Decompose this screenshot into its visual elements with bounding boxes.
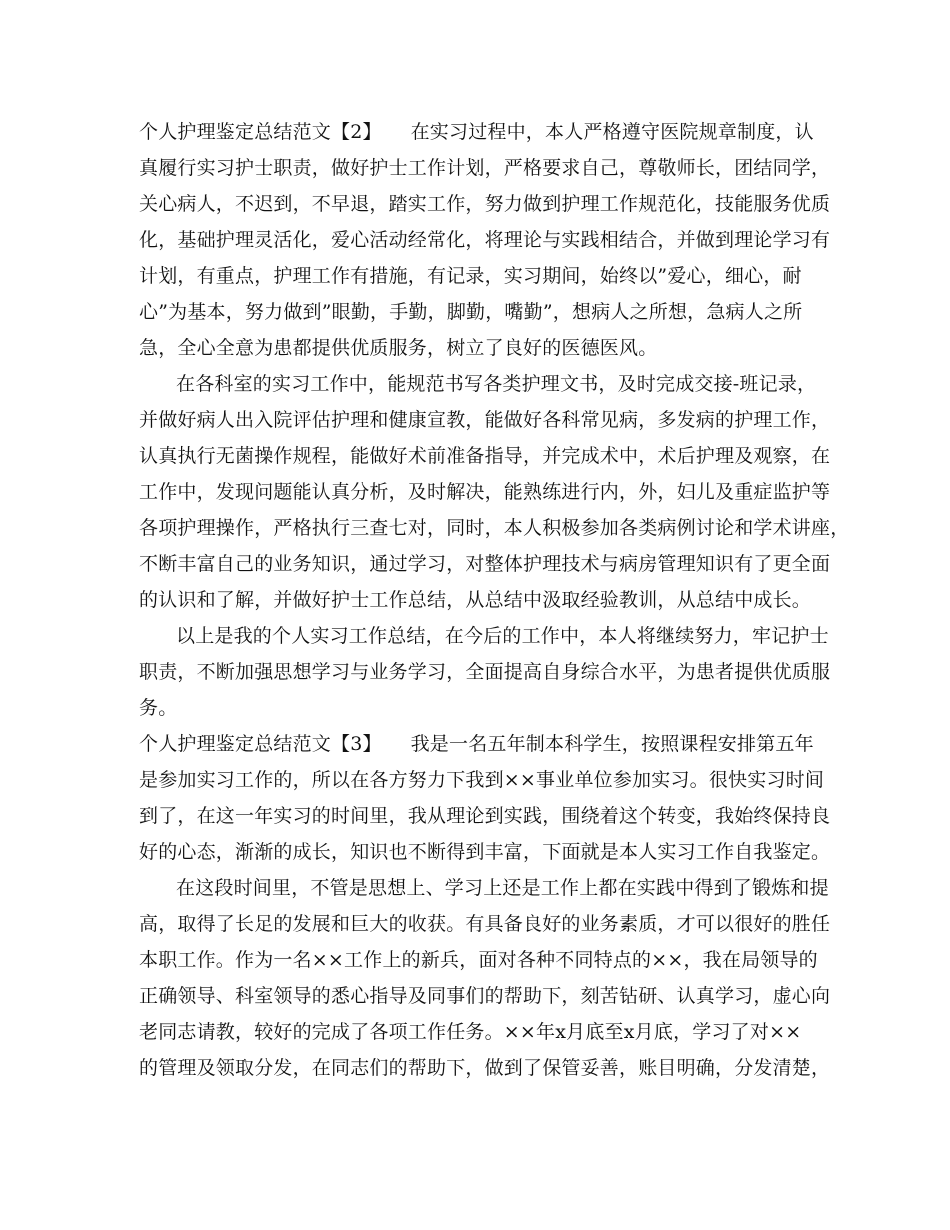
- text-line: 真履行实习护士职责，做好护士工作计划，严格要求自己，尊敬师长，团结同学，: [139, 157, 831, 179]
- text-line: 本职工作。作为一名××工作上的新兵，面对各种不同特点的××，我在局领导的: [139, 949, 818, 971]
- text-line: 老同志请教，较好的完成了各项工作任务。××年x月底至x月底，学习了对××: [139, 1021, 802, 1043]
- text-line: 个人护理鉴定总结范文【2】 在实习过程中，本人严格遵守医院规章制度，认: [139, 121, 814, 143]
- text-line: 高，取得了长足的发展和巨大的收获。有具备良好的业务素质，才可以很好的胜任: [139, 913, 831, 935]
- paragraph-first-line: 以上是我的个人实习工作总结，在今后的工作中，本人将继续努力，牢记护士: [176, 625, 829, 647]
- text-line: 好的心态，渐渐的成长，知识也不断得到丰富，下面就是本人实习工作自我鉴定。: [139, 841, 831, 863]
- text-line: 职责，不断加强思想学习与业务学习，全面提高自身综合水平，为患者提供优质服: [139, 661, 831, 683]
- text-line: 务。: [139, 697, 178, 719]
- text-line: 急，全心全意为患都提供优质服务，树立了良好的医德医风。: [139, 337, 658, 359]
- text-line: 正确领导、科室领导的悉心指导及同事们的帮助下，刻苦钻研、认真学习，虚心向: [139, 985, 831, 1007]
- paragraph-first-line: 在各科室的实习工作中，能规范书写各类护理文书，及时完成交接-班记录，: [176, 373, 817, 395]
- text-line: 关心病人，不迟到，不早退，踏实工作，努力做到护理工作规范化，技能服务优质: [139, 193, 831, 215]
- text-line: 各项护理操作，严格执行三查七对，同时，本人积极参加各类病例讨论和学术讲座，: [139, 517, 850, 539]
- text-line: 不断丰富自己的业务知识，通过学习，对整体护理技术与病房管理知识有了更全面: [139, 553, 831, 575]
- text-line: 计划，有重点，护理工作有措施，有记录，实习期间，始终以”爱心，细心，耐: [139, 265, 802, 287]
- paragraph-first-line: 在这段时间里，不管是思想上、学习上还是工作上都在实践中得到了锻炼和提: [176, 877, 829, 899]
- text-line: 工作中，发现问题能认真分析，及时解决，能熟练进行内，外，妇儿及重症监护等: [139, 481, 831, 503]
- text-line: 的管理及领取分发，在同志们的帮助下，做到了保管妥善，账目明确，分发清楚，: [139, 1057, 831, 1079]
- text-line: 是参加实习工作的，所以在各方努力下我到××事业单位参加实习。很快实习时间: [139, 769, 825, 791]
- text-line: 的认识和了解，并做好护士工作总结，从总结中汲取经验教训，从总结中成长。: [139, 589, 812, 611]
- text-line: 认真执行无菌操作规程，能做好术前准备指导，并完成术中，术后护理及观察，在: [139, 445, 831, 467]
- text-line: 并做好病人出入院评估护理和健康宣教，能做好各科常见病，多发病的护理工作，: [139, 409, 831, 431]
- text-line: 化，基础护理灵活化，爱心活动经常化，将理论与实践相结合，并做到理论学习有: [139, 229, 831, 251]
- section-heading-line: 个人护理鉴定总结范文【3】 我是一名五年制本科学生，按照课程安排第五年: [139, 733, 814, 755]
- text-line: 心”为基本，努力做到”眼勤，手勤，脚勤，嘴勤”，想病人之所想，急病人之所: [139, 301, 803, 323]
- text-line: 到了，在这一年实习的时间里，我从理论到实践，围绕着这个转变，我始终保持良: [139, 805, 831, 827]
